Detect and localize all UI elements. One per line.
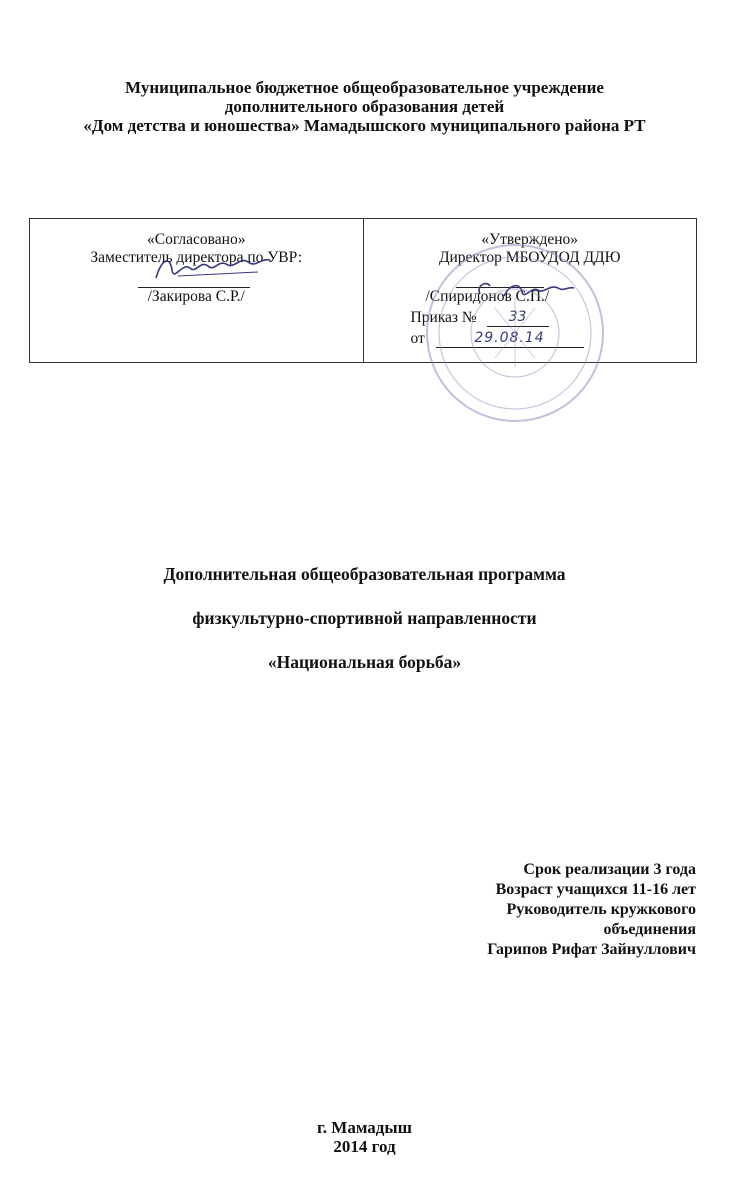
city-text: г. Мамадыш [316,1118,413,1137]
approved-cell [364,219,697,362]
institution-header [0,78,729,135]
head-label-1: Руководитель кружкового [506,901,696,918]
date-label: от [410,330,425,347]
order-date: 29.08.14 [436,329,584,348]
order-label: Приказ № [410,309,477,326]
header-line-1: Муниципальное бюджетное общеобразовательное учреждение [125,78,604,97]
program-title-line-3: «Национальная борьба» [267,652,462,672]
header-line-3: «Дом детства и юношества» Мамадышского муниципального района РТ [83,116,646,135]
agreed-label: «Согласовано» [147,231,246,248]
program-info [487,860,696,960]
program-title-line-2: физкультурно-спортивной направленности [192,608,537,628]
footer [0,1118,729,1156]
deputy-position: Заместитель директора по УВР: [90,249,303,266]
program-title-line-1: Дополнительная общеобразовательная программа [163,564,566,584]
order-number: 33 [487,308,549,327]
head-name: Гарипов Рифат Зайнуллович [487,941,696,958]
agreed-cell [30,219,364,362]
director-name: /Спиридонов С.П./ [425,288,550,305]
age-text: Возраст учащихся 11-16 лет [495,881,696,898]
head-label-2: объединения [603,921,696,938]
approved-label: «Утверждено» [481,231,579,248]
approval-table [29,218,697,363]
director-position: Директор МБОУДОД ДДЮ [438,249,621,266]
deputy-name: /Закирова С.Р./ [147,288,245,305]
header-line-2: дополнительного образования детей [224,97,505,116]
year-text: 2014 год [333,1137,396,1156]
term-text: Срок реализации 3 года [523,861,696,878]
